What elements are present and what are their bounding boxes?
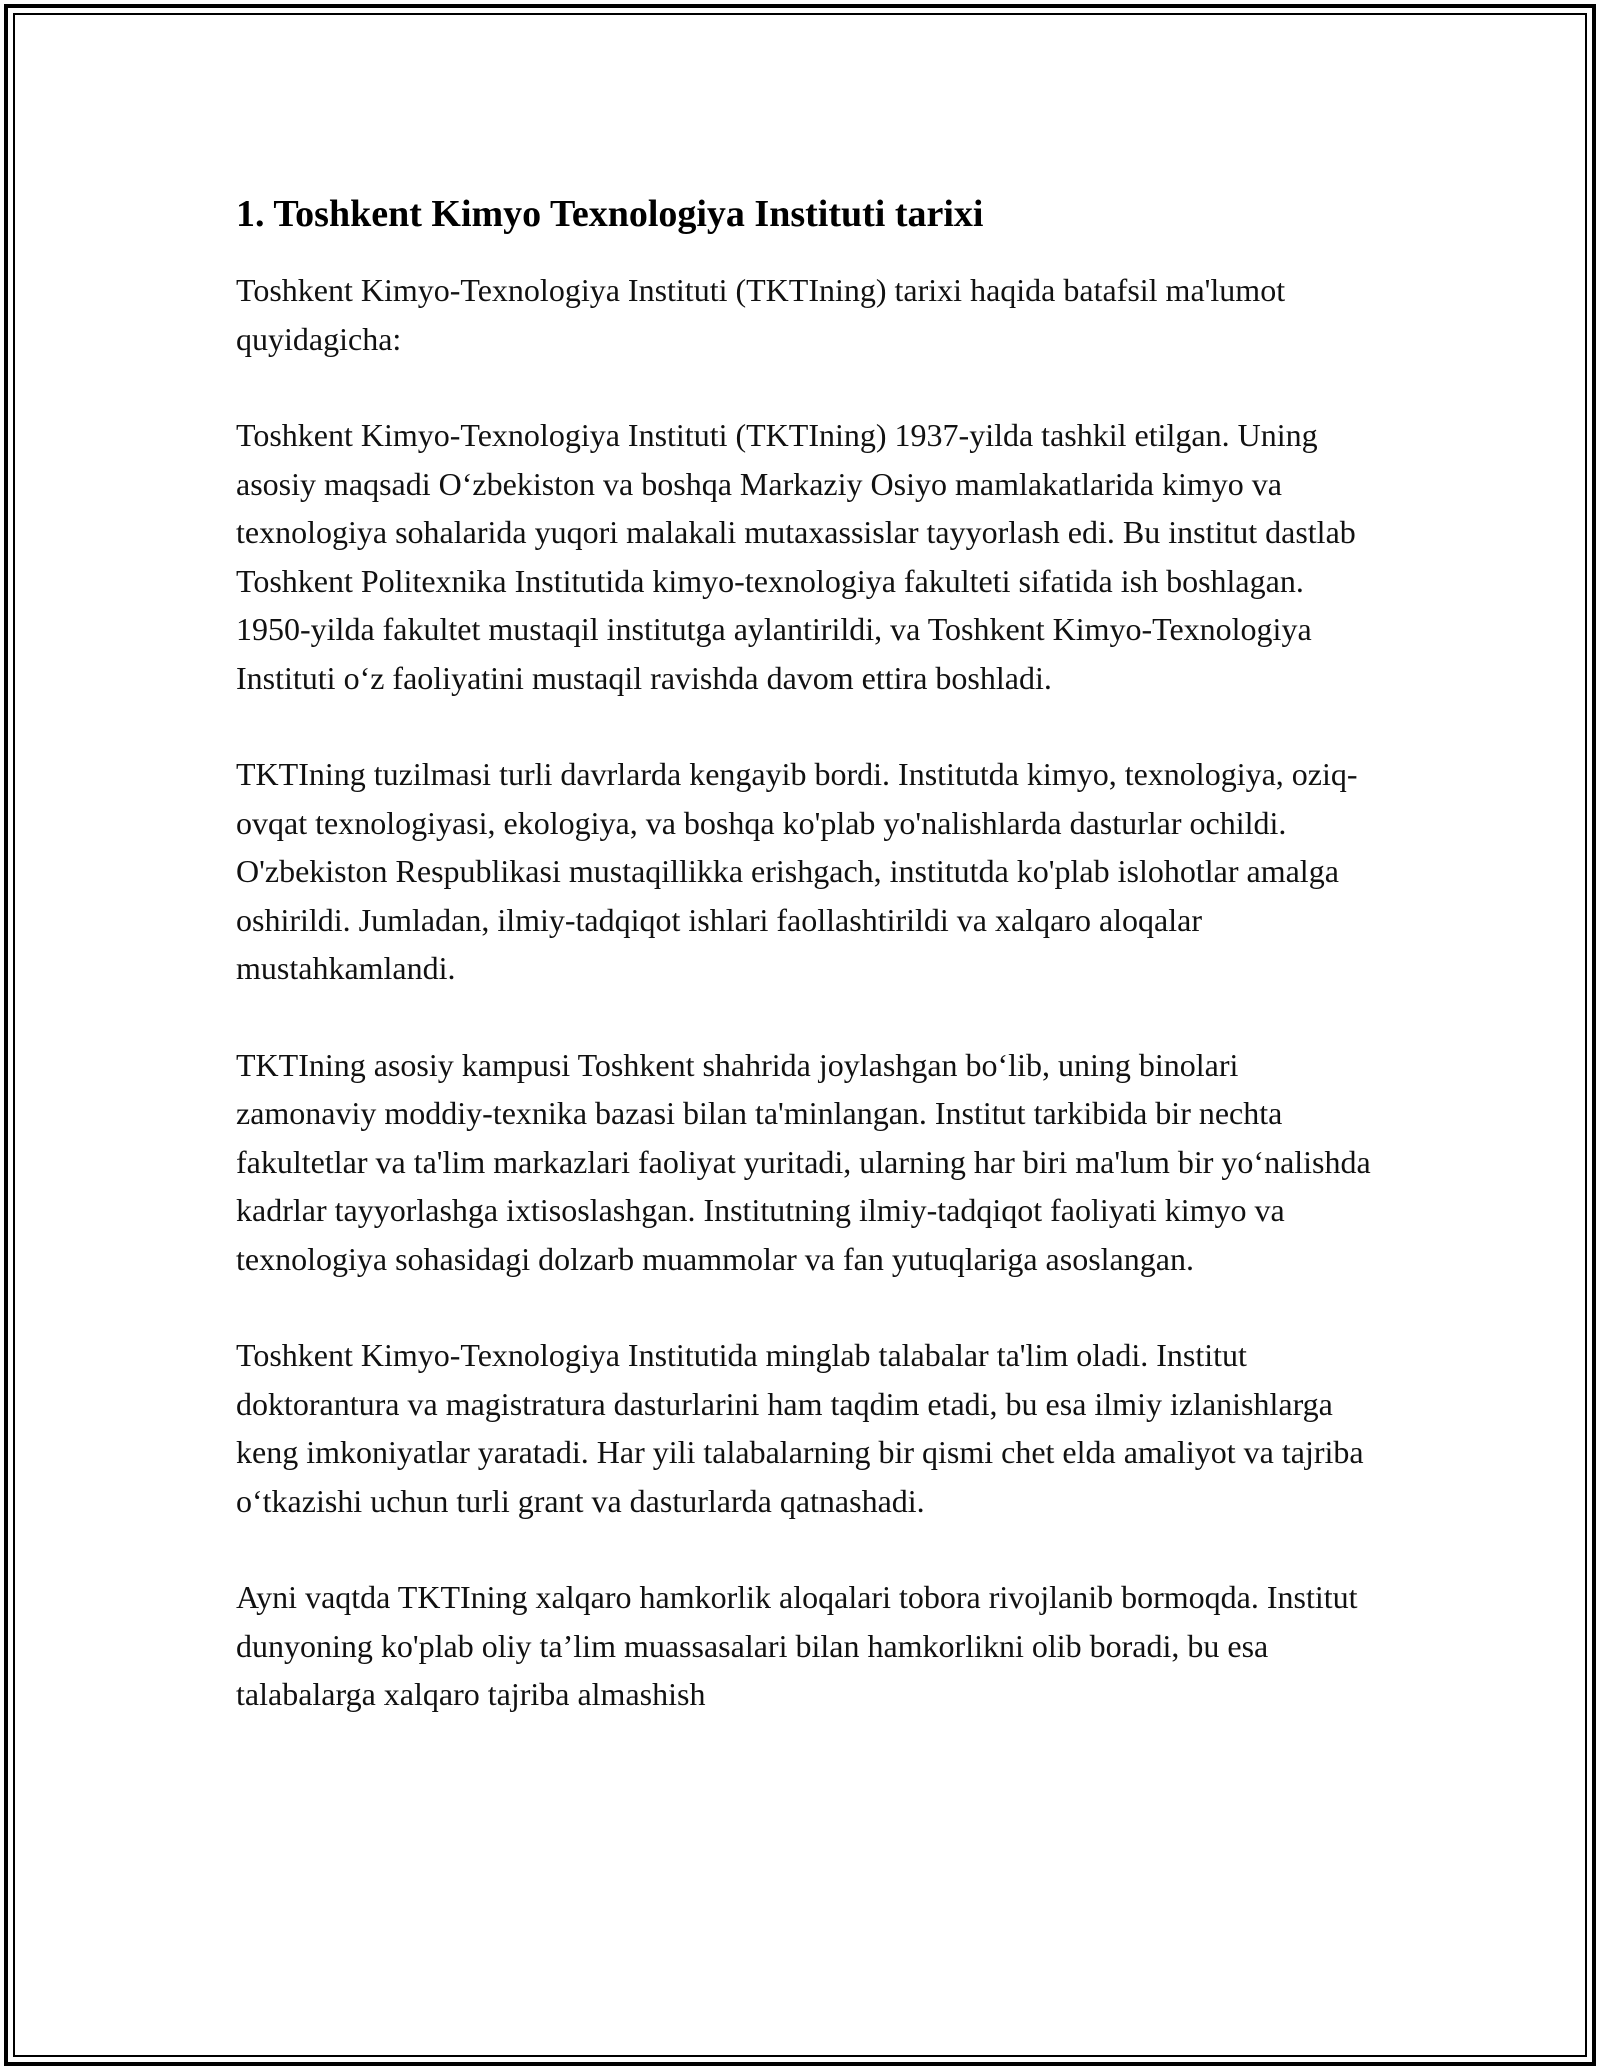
- section-heading: 1. Toshkent Kimyo Texnologiya Instituti tarixi: [236, 193, 984, 235]
- document-body: [236, 186, 1376, 1719]
- paragraph-international: Ayni vaqtda TKTIning xalqaro hamkorlik aloqalari tobora rivojlanib bormoqda. Institut dunyoning ko'plab oliy ta’lim muassasalari bilan hamkorlikni olib boradi, bu esa talabalarga xalqaro tajriba almashish: [236, 1579, 1358, 1712]
- paragraph-structure: TKTIning tuzilmasi turli davrlarda kengayib bordi. Institutda kimyo, texnologiya, oziq-ovqat texnologiyasi, ekologiya, va boshqa ko'plab yo'nalishlarda dasturlar ochildi. O'zbekiston Respublikasi mustaqillikka erishgach, institutda ko'plab islohotlar amalga oshirildi. Jumladan, ilmiy-tadqiqot ishlari faollashtirildi va xalqaro aloqalar mustahkamlandi.: [236, 756, 1358, 986]
- paragraph-students: Toshkent Kimyo-Texnologiya Institutida minglab talabalar ta'lim oladi. Institut doktorantura va magistratura dasturlarini ham taqdim etadi, bu esa ilmiy izlanishlarga keng imkoniyatlar yaratadi. Har yili talabalarning bir qismi chet elda amaliyot va tajriba o‘tkazishi uchun turli grant va dasturlarda qatnashadi.: [236, 1337, 1364, 1519]
- paragraph-founding: Toshkent Kimyo-Texnologiya Instituti (TKTIning) 1937-yilda tashkil etilgan. Uning asosiy maqsadi O‘zbekiston va boshqa Markaziy Osiyo mamlakatlarida kimyo va texnologiya sohalarida yuqori malakali mutaxassislar tayyorlash edi. Bu institut dastlab Toshkent Politexnika Institutida kimyo-texnologiya fakulteti sifatida ish boshlagan. 1950-yilda fakultet mustaqil institutga aylantirildi, va Toshkent Kimyo-Texnologiya Instituti o‘z faoliyatini mustaqil ravishda davom ettira boshladi.: [236, 417, 1356, 696]
- paragraph-intro: Toshkent Kimyo-Texnologiya Instituti (TKTIning) tarixi haqida batafsil ma'lumot quyidagicha:: [236, 272, 1286, 357]
- paragraph-campus: TKTIning asosiy kampusi Toshkent shahrida joylashgan bo‘lib, uning binolari zamonaviy moddiy-texnika bazasi bilan ta'minlangan. Institut tarkibida bir nechta fakultetlar va ta'lim markazlari faoliyat yuritadi, ularning har biri ma'lum bir yo‘nalishda kadrlar tayyorlashga ixtisoslashgan. Institutning ilmiy-tadqiqot faoliyati kimyo va texnologiya sohasidagi dolzarb muammolar va fan yutuqlariga asoslangan.: [236, 1046, 1371, 1277]
